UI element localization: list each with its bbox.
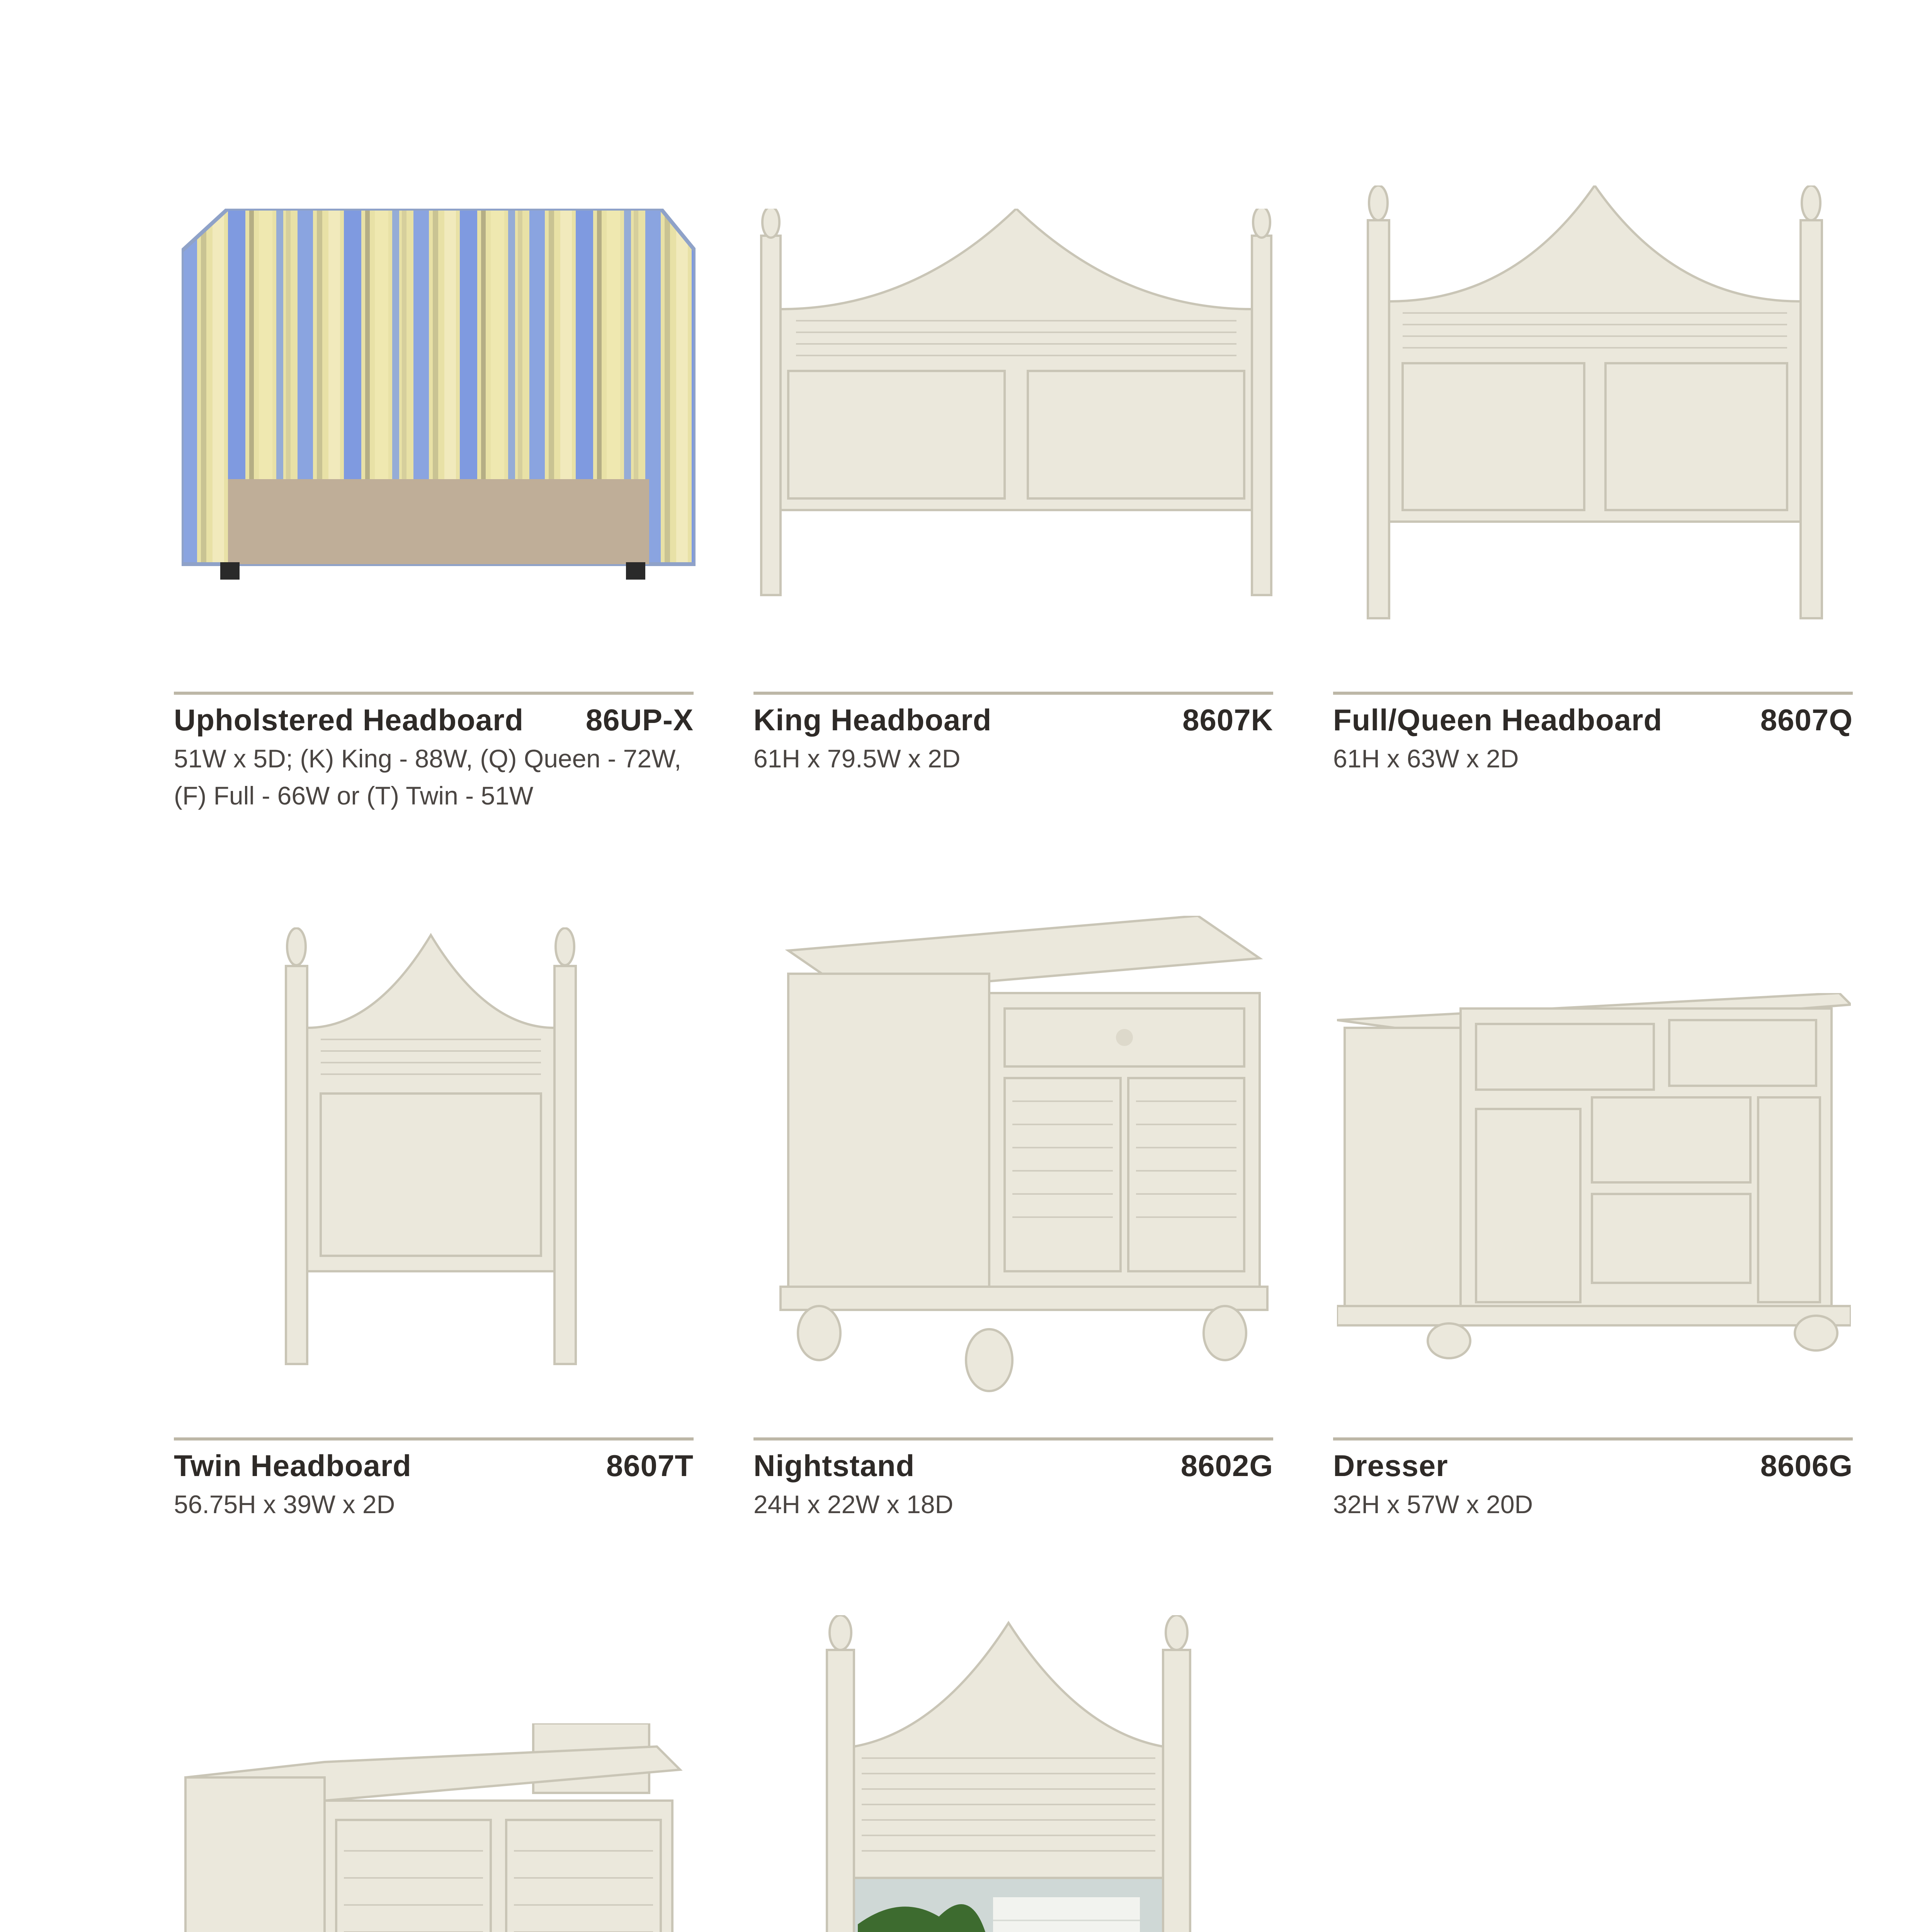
product-dimensions: 61H x 63W x 2D [1333, 744, 1519, 773]
product-caption-full-queen-headboard [1333, 692, 1853, 777]
product-dimensions: 51W x 5D; (K) King - 88W, (Q) Queen - 72W, [174, 744, 682, 773]
caption-rule [1333, 692, 1853, 695]
caption-rule [174, 1437, 694, 1440]
product-name: Upholstered Headboard [174, 703, 524, 737]
product-name: Nightstand [753, 1449, 915, 1483]
caption-rule [753, 692, 1273, 695]
product-caption-upholstered-headboard [174, 692, 694, 814]
product-dimensions: 32H x 57W x 20D [1333, 1490, 1533, 1519]
king-headboard-image [757, 209, 1275, 599]
product-caption-twin-headboard [174, 1437, 694, 1523]
nightstand-image [773, 916, 1271, 1399]
product-caption-king-headboard [753, 692, 1273, 777]
product-name: King Headboard [753, 703, 992, 737]
product-caption-dresser [1333, 1437, 1853, 1523]
product-code: 8606G [1760, 1449, 1853, 1483]
product-name: Twin Headboard [174, 1449, 412, 1483]
bench-image [178, 1723, 692, 1932]
product-code: 8607T [606, 1449, 694, 1483]
product-code: 86UP-X [585, 703, 694, 737]
caption-rule [1333, 1437, 1853, 1440]
caption-rule [753, 1437, 1273, 1440]
product-code: 8602G [1180, 1449, 1273, 1483]
caption-rule [174, 692, 694, 695]
product-name: Dresser [1333, 1449, 1448, 1483]
product-dimensions: 61H x 79.5W x 2D [753, 744, 961, 773]
product-dimensions: 56.75H x 39W x 2D [174, 1490, 395, 1519]
full-queen-headboard-image [1360, 185, 1835, 622]
twin-headboard-image [278, 927, 587, 1372]
product-code: 8607Q [1760, 703, 1853, 737]
dresser-image [1337, 993, 1851, 1360]
product-code: 8607K [1182, 703, 1273, 737]
product-dimensions-line2: (F) Full - 66W or (T) Twin - 51W [174, 781, 534, 810]
upholstered-headboard-image [182, 209, 696, 587]
product-caption-nightstand [753, 1437, 1273, 1523]
mirror-image [823, 1615, 1194, 1932]
product-name: Full/Queen Headboard [1333, 703, 1663, 737]
product-dimensions: 24H x 22W x 18D [753, 1490, 954, 1519]
